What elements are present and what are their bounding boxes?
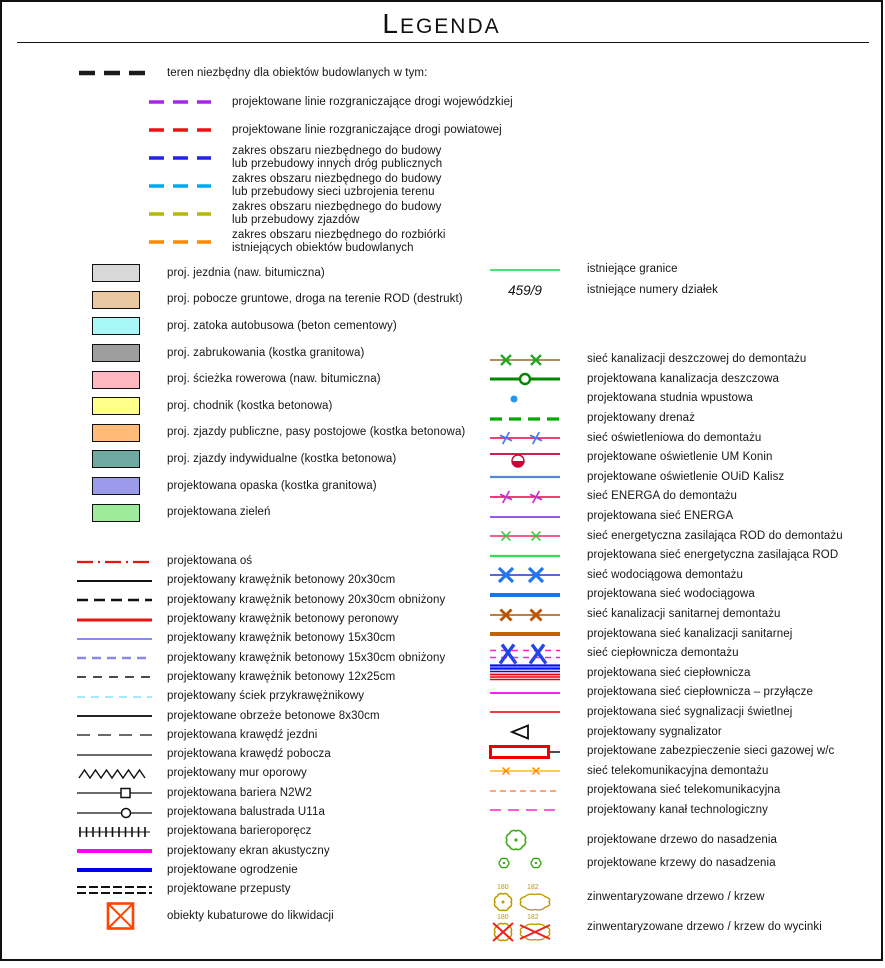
zinwentaryzowane-drzewo-krzew-icon: [490, 882, 560, 912]
linie-rozgraniczajace-wojewodzkiej-label: projektowane linie rozgraniczające drogi wojewódzkiej: [232, 95, 513, 108]
ogrodzenie-icon: [77, 860, 152, 880]
przepusty-label: projektowane przepusty: [167, 883, 291, 896]
linie-rozgraniczajace-powiatowej-label: projektowane linie rozgraniczające drogi powiatowej: [232, 123, 502, 136]
zjazdy-publiczne-row: [92, 420, 465, 447]
kanalizacja-deszczowa-icon: [490, 369, 560, 389]
cieplownicza-demontaz-row: [490, 644, 843, 664]
title-divider: [17, 42, 869, 43]
zjazdy-indywidualne-label: proj. zjazdy indywidualne (kostka betonowa): [167, 452, 397, 465]
obszar-budowy-zjazdow-label: zakres obszaru niezbędnego do budowy lub przebudowy zjazdów: [232, 201, 442, 226]
sciek-przykraweznikowy-row: [77, 687, 445, 706]
kanalizacja-deszczowa-demontaz-row: [490, 350, 843, 370]
cieplownicza-przylacze-row: [490, 683, 843, 703]
balustrada-u11a-row: [77, 803, 445, 822]
mur-oporowy-icon: [77, 764, 152, 784]
bariera-n2w2-row: [77, 784, 445, 803]
os-icon: [77, 552, 152, 572]
kanal-technologiczny-label: projektowany kanał technologiczny: [587, 803, 769, 816]
obszar-budowy-sieci-uzbrojenia-label: zakres obszaru niezbędnego do budowy lub przebudowy sieci uzbrojenia terenu: [232, 173, 442, 198]
kraweznik-15x30-icon: [77, 629, 152, 649]
drenaz-row: [490, 409, 843, 429]
balustrada-u11a-label: projektowana balustrada U11a: [167, 806, 325, 818]
sciezka-rowerowa-icon: [92, 371, 167, 389]
os-label: projektowana oś: [167, 555, 253, 568]
teren-niezbedny-label: teren niezbędny dla obiektów budowlanych w tym:: [167, 66, 428, 79]
krzewy-nasadzenie-row: [490, 852, 822, 874]
zinwentaryzowane-drzewo-krzew-row: [490, 882, 822, 912]
kraweznik-peronowy-label: projektowany krawężnik betonowy peronowy: [167, 613, 399, 626]
kraweznik-15x30-label: projektowany krawężnik betonowy 15x30cm: [167, 632, 396, 645]
kraweznik-15x30-obnizony-label: projektowany krawężnik betonowy 15x30cm obniżony: [167, 651, 446, 664]
wodociagowa-label: projektowana sieć wodociągowa: [587, 588, 755, 601]
svg-text:180: 180: [497, 914, 509, 921]
krawedz-jezdni-icon: [77, 725, 152, 745]
section-surfaces: [92, 260, 465, 526]
svg-text:182: 182: [527, 884, 539, 891]
kraweznik-15x30-obnizony-icon: [77, 648, 152, 668]
obszar-budowy-zjazdow-row: [77, 200, 513, 228]
energa-demontaz-label: sieć ENERGA do demontażu: [587, 490, 738, 503]
sciek-przykraweznikowy-label: projektowany ściek przykrawężnikowy: [167, 690, 365, 703]
section-vegetation: [490, 828, 822, 942]
przepusty-icon: [77, 880, 152, 900]
cieplownicza-przylacze-icon: [490, 683, 560, 703]
numery-dzialek-row: [490, 280, 718, 301]
studnia-wpustowa-row: [490, 389, 843, 409]
krawedz-pobocza-label: projektowana krawędź pobocza: [167, 748, 331, 761]
oswietlenie-um-konin-label: projektowane oświetlenie UM Konin: [587, 451, 773, 464]
kanalizacja-deszczowa-row: [490, 370, 843, 390]
zielen-icon: [92, 504, 167, 522]
chodnik-row: [92, 393, 465, 420]
kraweznik-20x30-obnizony-row: [77, 591, 445, 610]
balustrada-u11a-icon: [77, 803, 152, 823]
zabrukowania-label: proj. zabrukowania (kostka granitowa): [167, 346, 365, 359]
sciezka-rowerowa-row: [92, 366, 465, 393]
istniejace-granice-row: [490, 259, 718, 280]
kraweznik-12x25-label: projektowany krawężnik betonowy 12x25cm: [167, 670, 396, 683]
zinwentaryzowane-wycinka-label: zinwentaryzowane drzewo / krzew do wycinki: [587, 920, 822, 933]
zabezpieczenie-gazowe-label: projektowane zabezpieczenie sieci gazowej w/c: [587, 745, 835, 758]
zielen-label: projektowana zieleń: [167, 506, 271, 519]
siec-energa-row: [490, 507, 843, 527]
siec-energa-label: projektowana sieć ENERGA: [587, 510, 734, 523]
section-line-styles: [77, 552, 445, 933]
kraweznik-12x25-icon: [77, 667, 152, 687]
obszar-rozbiorki-obiektow-icon: [147, 232, 213, 252]
obiekty-kubaturowe-row: [77, 899, 445, 933]
kraweznik-20x30-row: [77, 571, 445, 590]
linie-rozgraniczajace-powiatowej-icon: [147, 120, 213, 140]
svg-text:180: 180: [497, 884, 509, 891]
linie-rozgraniczajace-powiatowej-row: [77, 116, 513, 144]
drzewo-nasadzenie-label: projektowane drzewo do nasadzenia: [587, 833, 777, 846]
kraweznik-20x30-icon: [77, 571, 152, 591]
obszar-budowy-drog-publicznych-icon: [147, 148, 213, 168]
opaska-row: [92, 473, 465, 500]
istniejace-granice-icon: [490, 260, 560, 280]
telekomunikacyjna-demontaz-icon: [490, 761, 560, 781]
ekran-akustyczny-label: projektowany ekran akustyczny: [167, 844, 330, 857]
telekomunikacyjna-label: projektowana sieć telekomunikacyjna: [587, 784, 781, 797]
siec-energa-icon: [490, 507, 560, 527]
ekran-akustyczny-row: [77, 841, 445, 860]
krawedz-jezdni-row: [77, 726, 445, 745]
obszar-rozbiorki-obiektow-row: [77, 228, 513, 256]
cieplownicza-demontaz-label: sieć ciepłownicza demontażu: [587, 647, 739, 660]
energetyczna-rod-demontaz-row: [490, 526, 843, 546]
jezdnia-icon: [92, 264, 167, 282]
studnia-wpustowa-label: projektowana studnia wpustowa: [587, 392, 753, 405]
wodociagowa-demontaz-icon: [490, 565, 560, 585]
zielen-row: [92, 499, 465, 526]
obszar-budowy-drog-publicznych-row: [77, 144, 513, 172]
oswietlenie-ouid-kalisz-icon: [490, 467, 560, 487]
mur-oporowy-row: [77, 764, 445, 783]
obszar-rozbiorki-obiektow-label: zakres obszaru niezbędnego do rozbiórki istniejących obiektów budowlanych: [232, 229, 446, 254]
krzewy-nasadzenie-icon: [490, 852, 560, 874]
section-area-lines: [77, 58, 513, 256]
sygnalizacja-swietlna-label: projektowana sieć sygnalizacji świetlnej: [587, 705, 793, 718]
zinwentaryzowane-wycinka-row: [490, 912, 822, 942]
jezdnia-row: [92, 260, 465, 287]
krawedz-pobocza-icon: [77, 745, 152, 765]
opaska-icon: [92, 477, 167, 495]
cieplownicza-przylacze-label: projektowana sieć ciepłownicza – przyłącze: [587, 686, 814, 699]
zabrukowania-row: [92, 340, 465, 367]
chodnik-label: proj. chodnik (kostka betonowa): [167, 399, 333, 412]
obrzeze-betonowe-label: projektowane obrzeże betonowe 8x30cm: [167, 709, 380, 722]
kraweznik-20x30-obnizony-icon: [77, 590, 152, 610]
barieroporecz-icon: [77, 822, 152, 842]
zjazdy-publiczne-icon: [92, 424, 167, 442]
obiekty-kubaturowe-label: obiekty kubaturowe do likwidacji: [167, 909, 334, 922]
kraweznik-15x30-obnizony-row: [77, 648, 445, 667]
obrzeze-betonowe-icon: [77, 706, 152, 726]
obrzeze-betonowe-row: [77, 706, 445, 725]
kanal-technologiczny-row: [490, 801, 843, 821]
section-existing: [490, 259, 718, 301]
cieplownicza-icon: [490, 663, 560, 683]
ekran-akustyczny-icon: [77, 841, 152, 861]
telekomunikacyjna-row: [490, 781, 843, 801]
cieplownicza-row: [490, 664, 843, 684]
os-row: [77, 552, 445, 571]
chodnik-icon: [92, 397, 167, 415]
bariera-n2w2-label: projektowana bariera N2W2: [167, 786, 313, 799]
oswietlenie-ouid-kalisz-label: projektowane oświetlenie OUiD Kalisz: [587, 470, 785, 483]
istniejace-granice-label: istniejące granice: [587, 263, 678, 275]
bariera-n2w2-icon: [77, 783, 152, 803]
jezdnia-label: proj. jezdnia (naw. bitumiczna): [167, 266, 325, 279]
oswietleniowa-demontaz-row: [490, 428, 843, 448]
numery-dzialek-label: istniejące numery działek: [587, 284, 718, 296]
sanitarna-row: [490, 624, 843, 644]
sygnalizator-row: [490, 722, 843, 742]
kraweznik-20x30-obnizony-label: projektowany krawężnik betonowy 20x30cm obniżony: [167, 593, 446, 606]
obiekty-kubaturowe-icon: [77, 901, 152, 931]
svg-text:182: 182: [527, 914, 539, 921]
linie-rozgraniczajace-wojewodzkiej-icon: [147, 92, 213, 112]
obszar-budowy-zjazdow-icon: [147, 204, 213, 224]
sanitarna-icon: [490, 624, 560, 644]
teren-niezbedny-icon: [77, 63, 147, 83]
sanitarna-demontaz-row: [490, 605, 843, 625]
numery-dzialek-icon: 459/9: [508, 283, 542, 298]
krawedz-pobocza-row: [77, 745, 445, 764]
sanitarna-label: projektowana sieć kanalizacji sanitarnej: [587, 627, 793, 640]
pobocze-gruntowe-label: proj. pobocze gruntowe, droga na terenie ROD (destrukt): [167, 293, 463, 306]
zabezpieczenie-gazowe-row: [490, 742, 843, 762]
krzewy-nasadzenie-label: projektowane krzewy do nasadzenia: [587, 856, 776, 869]
pobocze-gruntowe-icon: [92, 291, 167, 309]
energa-demontaz-row: [490, 487, 843, 507]
section-utilities: [490, 350, 843, 820]
drenaz-icon: [490, 409, 560, 429]
zatoka-autobusowa-row: [92, 313, 465, 340]
sygnalizacja-swietlna-icon: [490, 702, 560, 722]
zjazdy-publiczne-label: proj. zjazdy publiczne, pasy postojowe (kostka betonowa): [167, 426, 466, 439]
teren-niezbedny-row: [77, 58, 513, 88]
pobocze-gruntowe-row: [92, 287, 465, 314]
krawedz-jezdni-label: projektowana krawędź jezdni: [167, 728, 318, 741]
zjazdy-indywidualne-icon: [92, 450, 167, 468]
wodociagowa-icon: [490, 585, 560, 605]
przepusty-row: [77, 880, 445, 899]
telekomunikacyjna-demontaz-row: [490, 761, 843, 781]
zatoka-autobusowa-label: proj. zatoka autobusowa (beton cementowy): [167, 319, 397, 332]
kanalizacja-deszczowa-demontaz-label: sieć kanalizacji deszczowej do demontażu: [587, 353, 807, 366]
sygnalizator-icon: [490, 722, 560, 742]
ogrodzenie-row: [77, 861, 445, 880]
kraweznik-peronowy-row: [77, 610, 445, 629]
obszar-budowy-sieci-uzbrojenia-row: [77, 172, 513, 200]
cieplownicza-label: projektowana sieć ciepłownicza: [587, 666, 751, 679]
oswietleniowa-demontaz-label: sieć oświetleniowa do demontażu: [587, 431, 762, 444]
sanitarna-demontaz-label: sieć kanalizacji sanitarnej demontażu: [587, 608, 781, 621]
kanalizacja-deszczowa-label: projektowana kanalizacja deszczowa: [587, 372, 779, 385]
studnia-wpustowa-icon: [490, 389, 560, 409]
energetyczna-rod-demontaz-label: sieć energetyczna zasilająca ROD do demontażu: [587, 529, 843, 542]
energetyczna-rod-label: projektowana sieć energetyczna zasilająca ROD: [587, 549, 839, 562]
drzewo-nasadzenie-icon: [490, 829, 560, 851]
zatoka-autobusowa-icon: [92, 317, 167, 335]
energetyczna-rod-demontaz-icon: [490, 526, 560, 546]
telekomunikacyjna-demontaz-label: sieć telekomunikacyjna demontażu: [587, 764, 769, 777]
barieroporecz-row: [77, 822, 445, 841]
zinwentaryzowane-drzewo-krzew-label: zinwentaryzowane drzewo / krzew: [587, 890, 765, 903]
drzewo-nasadzenie-row: [490, 828, 822, 852]
kraweznik-20x30-label: projektowany krawężnik betonowy 20x30cm: [167, 574, 396, 587]
zabezpieczenie-gazowe-icon: [490, 742, 560, 762]
zjazdy-indywidualne-row: [92, 446, 465, 473]
barieroporecz-label: projektowana barieroporęcz: [167, 825, 312, 838]
zinwentaryzowane-wycinka-icon: [490, 912, 560, 942]
energetyczna-rod-row: [490, 546, 843, 566]
zabrukowania-icon: [92, 344, 167, 362]
oswietlenie-um-konin-icon: [490, 448, 560, 468]
drenaz-label: projektowany drenaż: [587, 412, 696, 425]
wodociagowa-demontaz-row: [490, 566, 843, 586]
kanal-technologiczny-icon: [490, 800, 560, 820]
sciek-przykraweznikowy-icon: [77, 687, 152, 707]
obszar-budowy-sieci-uzbrojenia-icon: [147, 176, 213, 196]
oswietlenie-um-konin-row: [490, 448, 843, 468]
mur-oporowy-label: projektowany mur oporowy: [167, 767, 307, 780]
telekomunikacyjna-icon: [490, 781, 560, 801]
page-title: LEGENDA: [382, 8, 501, 39]
oswietlenie-ouid-kalisz-row: [490, 468, 843, 488]
kanalizacja-deszczowa-demontaz-icon: [490, 350, 560, 370]
kraweznik-peronowy-icon: [77, 610, 152, 630]
energetyczna-rod-icon: [490, 546, 560, 566]
sygnalizacja-swietlna-row: [490, 703, 843, 723]
sciezka-rowerowa-label: proj. ścieżka rowerowa (naw. bitumiczna): [167, 373, 381, 386]
wodociagowa-row: [490, 585, 843, 605]
cieplownicza-demontaz-icon: [490, 644, 560, 664]
wodociagowa-demontaz-label: sieć wodociągowa demontażu: [587, 568, 744, 581]
sygnalizator-label: projektowany sygnalizator: [587, 725, 722, 738]
kraweznik-12x25-row: [77, 668, 445, 687]
linie-rozgraniczajace-wojewodzkiej-row: [77, 88, 513, 116]
kraweznik-15x30-row: [77, 629, 445, 648]
sanitarna-demontaz-icon: [490, 605, 560, 625]
ogrodzenie-label: projektowane ogrodzenie: [167, 863, 298, 876]
opaska-label: projektowana opaska (kostka granitowa): [167, 479, 377, 492]
energa-demontaz-icon: [490, 487, 560, 507]
oswietleniowa-demontaz-icon: [490, 428, 560, 448]
obszar-budowy-drog-publicznych-label: zakres obszaru niezbędnego do budowy lub przebudowy innych dróg publicznych: [232, 145, 443, 170]
